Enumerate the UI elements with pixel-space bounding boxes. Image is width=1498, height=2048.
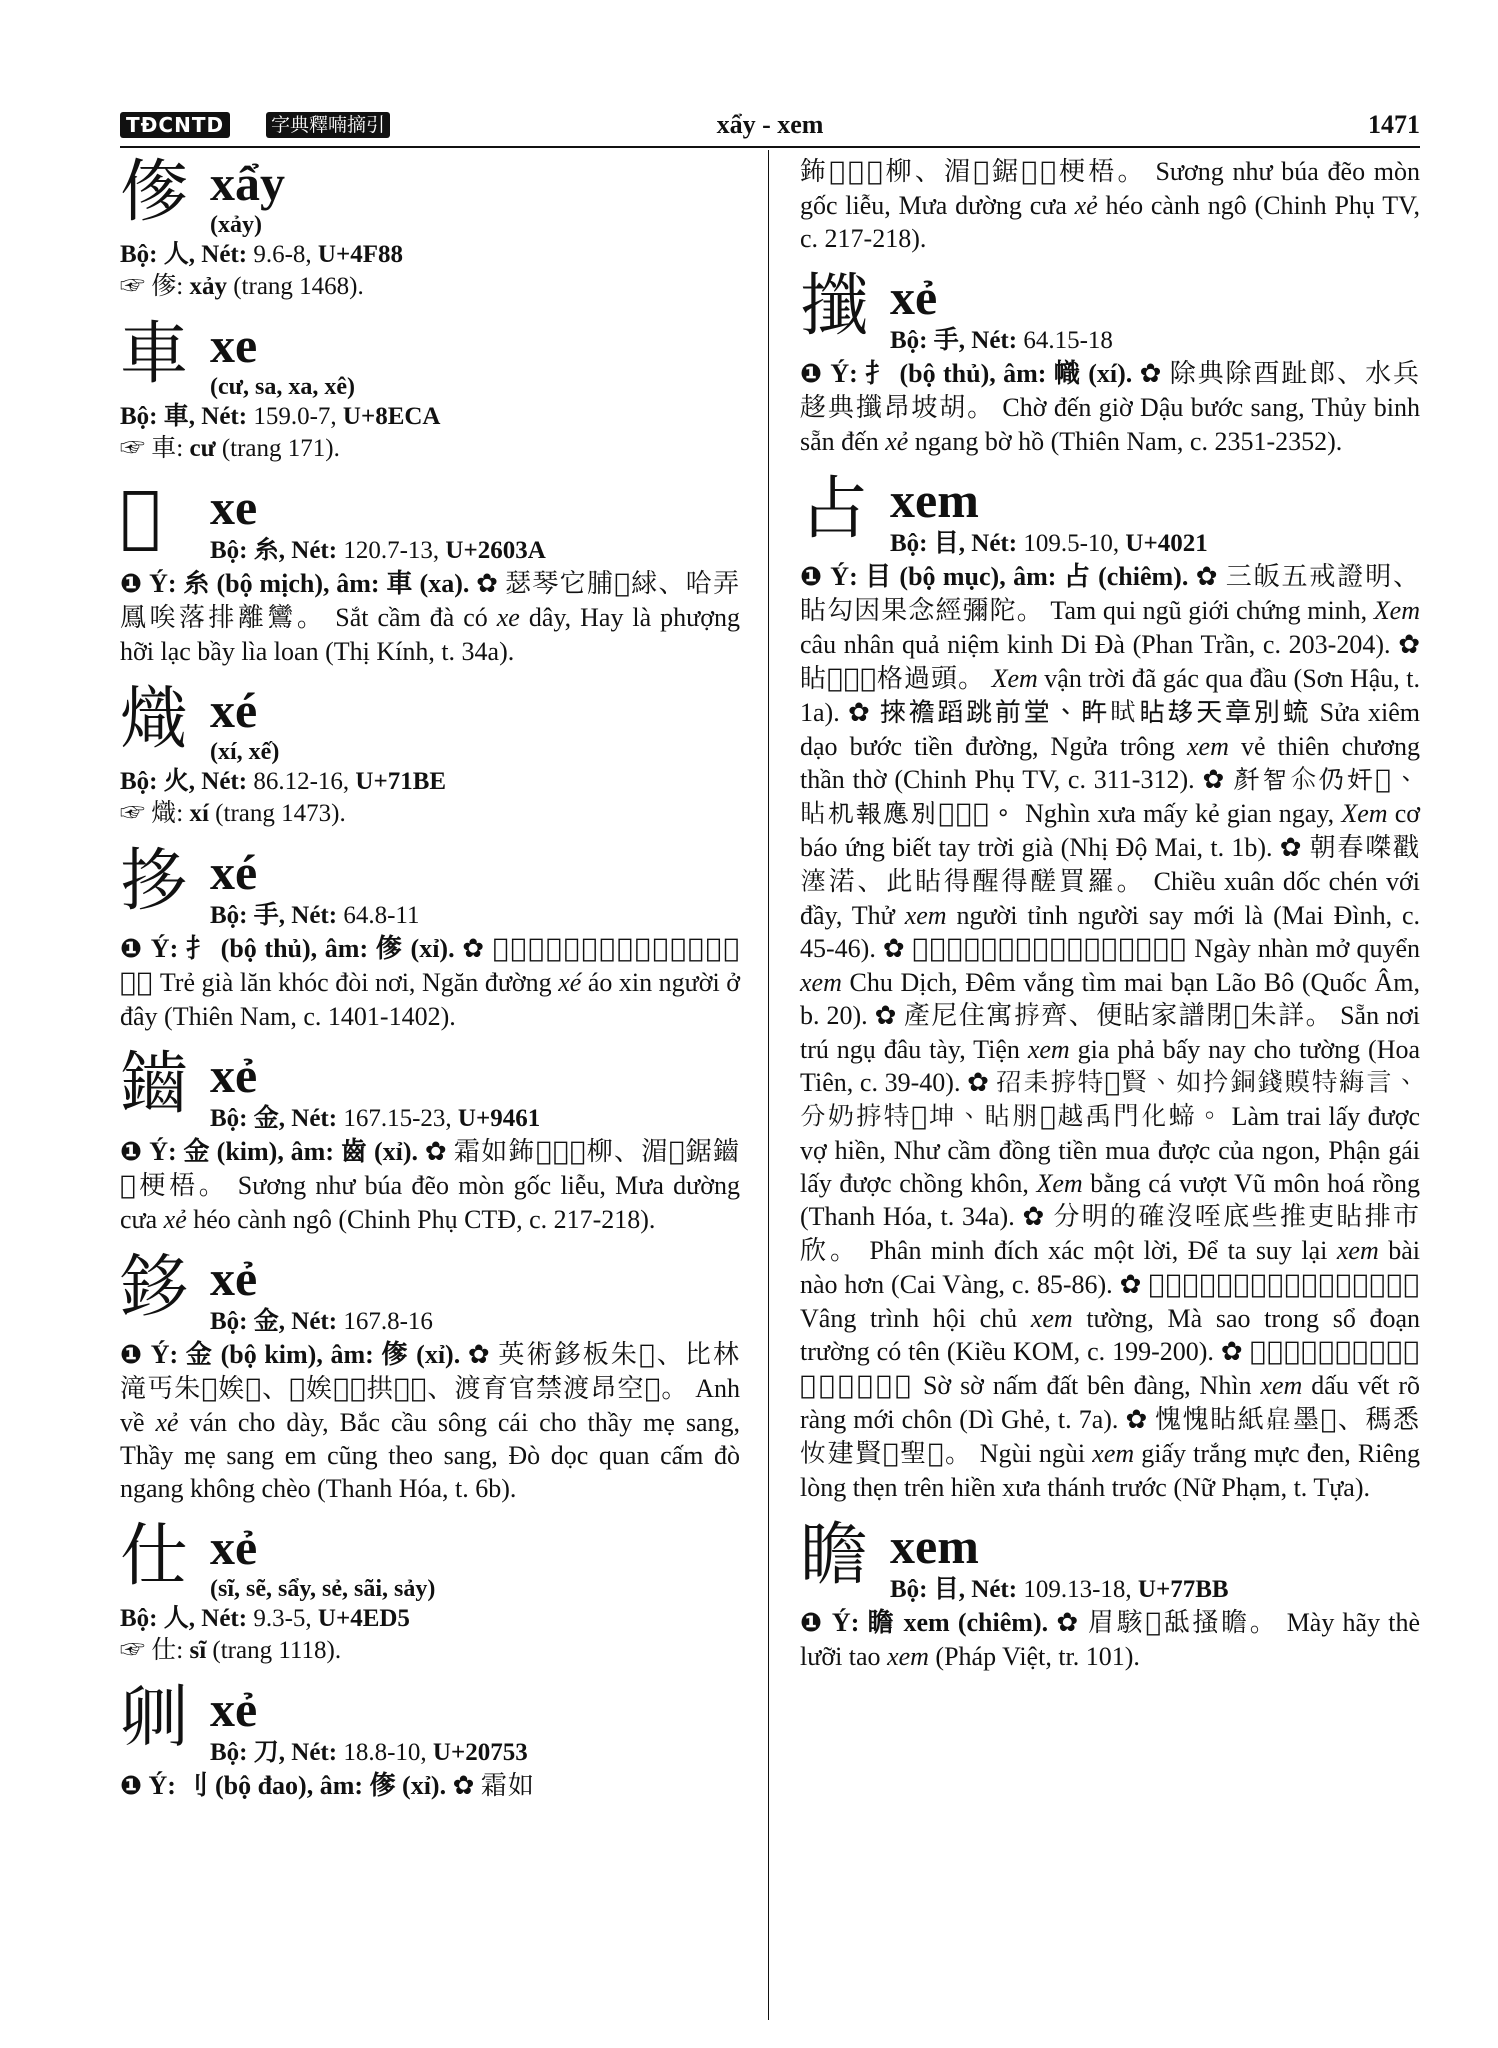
star-icon: ✿	[462, 934, 486, 964]
star-icon: ✿	[1056, 1608, 1080, 1638]
star-icon: ✿	[1398, 630, 1421, 660]
entry-info: Bộ: 目, Nét: 109.13-18, U+77BB	[890, 1576, 1229, 1603]
entry	[800, 1518, 1420, 1673]
entry-head	[120, 1250, 740, 1338]
entry	[120, 682, 740, 830]
entry-head	[120, 155, 740, 239]
entry	[120, 1519, 740, 1667]
sense-number-icon: ❶	[120, 1771, 143, 1801]
definition: ❶ Ý: 金 (kim), âm: 齒 (xỉ). ✿ 霜如鈽𠢞𤴬𣑶柳、湄𦝄鋸鑡𤷍梗梧。 Sương như búa đẽo mòn gốc liễu, Mưa dường cưa xẻ héo cành ngô (Chinh Phụ CTĐ, c. 217-218).	[120, 1137, 740, 1234]
headword: xé	[210, 844, 258, 900]
readings: (xảy)	[210, 212, 262, 238]
readings: (sĩ, sẽ, sẩy, sẻ, sãi, sảy)	[210, 1576, 436, 1602]
headword: xem	[890, 1518, 979, 1574]
star-icon: ✿	[1220, 1337, 1244, 1367]
column-divider	[768, 150, 769, 2020]
hand-icon: ☞	[120, 1637, 146, 1664]
running-title: xẩy - xem	[716, 110, 824, 139]
definition: ❶ Ý: 扌 (bộ thủ), âm: 幟 (xí). ✿ 除典除酉趾郎、水兵趍典攕昂坡胡。 Chờ đến giờ Dậu bước sang, Thủy binh sẵn đến xẻ ngang bờ hồ (Thiên Nam, c. 2351-2352).	[800, 359, 1420, 456]
definition: ❶ Ý: 瞻 xem (chiêm). ✿ 眉駭𠰷䑛搔瞻。 Mày hãy thè lưỡi tao xem (Pháp Việt, tr. 101).	[800, 1608, 1421, 1671]
star-icon: ✿	[847, 698, 872, 728]
entry-hanzi: 車	[120, 315, 189, 394]
sense-number-icon: ❶	[120, 1137, 143, 1167]
entry-head	[120, 844, 740, 932]
sense-number-icon: ❶	[120, 934, 144, 964]
entry	[800, 472, 1420, 1504]
entry-head	[800, 1518, 1420, 1606]
definition: 鈽𠢞𤴬𣑶柳、湄𦝄鋸𠛓𤷍梗梧。 Sương như búa đẽo mòn gốc liễu, Mưa dường cưa xẻ héo cành ngô (Chinh Phụ TV, c. 217-218).	[800, 157, 1421, 253]
entry-hanzi: 仕	[120, 1517, 189, 1596]
star-icon: ✿	[1119, 1270, 1142, 1300]
entry-hanzi: 熾	[120, 680, 189, 759]
hand-icon: ☞	[120, 435, 146, 462]
sense-number-icon: ❶	[120, 569, 143, 599]
star-icon: ✿	[1022, 1202, 1046, 1232]
star-icon: ✿	[467, 1340, 491, 1370]
right-column	[800, 155, 1420, 1687]
entry-hanzi: 𦀺	[120, 477, 161, 556]
definition: ❶ Ý: 扌 (bộ thủ), âm: 偧 (xỉ). ✿ 𥘷𦁿鄰哭隊尼、垠塘拸襖嗔𠶆於低。 Trẻ già lăn khóc đòi nơi, Ngăn đường xé áo xin người ở đây (Thiên Nam, c. 1401-1402).	[120, 934, 741, 1031]
entry-hanzi: 鉹	[120, 1248, 189, 1327]
entry-info: Bộ: 金, Nét: 167.8-16	[210, 1308, 433, 1335]
page-header	[120, 108, 1420, 148]
headword: xẻ	[210, 1250, 258, 1306]
entry-hanzi: 占	[800, 470, 869, 549]
entry-head	[120, 1681, 740, 1769]
entry	[120, 317, 740, 465]
entry-hanzi: 攕	[800, 267, 869, 346]
entry	[120, 1681, 740, 1803]
entry-info: Bộ: 金, Nét: 167.15-23, U+9461	[210, 1105, 541, 1132]
definition: ❶ Ý: 目 (bộ mục), âm: 占 (chiêm). ✿ 三皈五戒證明、䀡勾因果念經彌陀。 Tam qui ngũ giới chứng minh, Xem câu nhân quả niệm kinh Di Đà (Phan Trần, c. 203-204). ✿ 䀡𨕭𡗶𠀧格過頭。 Xem vận trời đã gác qua đầu (Sơn Hậu, t. 1a). ✿ 𢯦襜蹈跳前堂、𥄭𥅞䀡𠫾天章別䖻 Sửa xiêm dạo bước tiền đường, Ngửa trông xem vẻ thiên chương thần thờ (Chinh Phụ TV, c. 311-312). ✿ 𠦳智𠇍仍奸𣦍、䀡机報應別𢬣𡗶𦓅。 Nghìn xưa mấy kẻ gian ngay, Xem cơ báo ứng biết tay trời già (Nhị Độ Mai, t. 1b). ✿ 朝春𠹳戳𤀕渃、此䀡得醒得醝買羅。 Chiều xuân dốc chén với đầy, Thử xem người tỉnh người say mới là (Mai Đình, c. 45-46). ✿ 𣇞閑𢲫卷䀡周易、店永尋梅伴老逋。 Ngày nhàn mở quyển xem Chu Dịch, Đêm vắng tìm mai bạn Lão Bô (Quốc Âm, b. 20). ✿ 產尼住寓𢭸齊、便䀡家譜閉𣅶朱詳。 Sẵn nơi trú ngụ đâu tày, Tiện xem gia phả bấy nay cho tường (Hoa Tiên, c. 39-40). ✿ 𡥙耒𢭸特𡞕賢、如扲銅錢𧷸特䋦言、分奶𢭸特𡛔坤、䀡朋𠀧越禹門化𧍝。 Làm trai lấy được vợ hiền, Như cầm đồng tiền mua được của ngon, Phận gái lấy được chồng khôn, Xem bằng cá vượt Vũ môn hoá rồng (Thanh Hóa, t. 34a). ✿ 分明的確沒咥底些推吏䀡排市欣。 Phân minh đích xác một lời, Để ta suy lại xem bài nào hơn (Cai Vàng, c. 85-86). ✿ 𠯇呈會主䀡詳、麻牢納数斷腸固𠸜。 Vâng trình hội chủ xem tường, Mà sao trong sổ đoạn trường có tên (Kiều KOM, c. 199-200). ✿ 𢬗𢬗𡍢坦边唐、䁛䀡𨁪曰𤎔𤒘買𡌿。 Sờ sờ nấm đất bên đàng, Nhìn xem dấu vết rõ ràng mới chôn (Dì Ghẻ, t. 7a). ✿ 愧愧䀡紙𤽸墨𪓇、𥡗悉𢖵建賢𨉟聖𠜮。 Ngùi ngùi xem giấy trắng mực đen, Riêng lòng thẹn trên hiền xưa thánh trước (Nữ Phạm, t. Tựa).	[800, 562, 1421, 1502]
readings: (xí, xế)	[210, 739, 280, 765]
entry-head	[120, 1047, 740, 1135]
star-icon: ✿	[1139, 359, 1163, 389]
sense-number-icon: ❶	[120, 1340, 144, 1370]
entry-hanzi: 瞻	[800, 1516, 869, 1595]
entry-head	[800, 472, 1420, 560]
entry-hanzi: 𠛓	[120, 1679, 189, 1758]
left-column	[120, 155, 740, 1817]
entry-head	[120, 317, 740, 401]
readings: (cư, sa, xa, xê)	[210, 374, 356, 400]
star-icon: ✿	[874, 1001, 897, 1031]
star-icon: ✿	[424, 1137, 448, 1167]
headword: xe	[210, 317, 258, 373]
headword: xem	[890, 472, 979, 528]
entry	[120, 844, 740, 1033]
sense-number-icon: ❶	[800, 562, 823, 592]
entry	[120, 1250, 740, 1505]
continued-definition	[800, 155, 1420, 255]
definition: ❶ Ý: 糸 (bộ mịch), âm: 車 (xa). ✿ 瑟琴它脯𦀺絿、哈弄鳳唉落排離鸞。 Sắt cầm đà có xe dây, Hay là phượng hỡi lạc bầy lìa loan (Thị Kính, t. 34a).	[120, 569, 741, 666]
headword: xẻ	[890, 269, 938, 325]
entry-head	[120, 682, 740, 766]
headword: xẻ	[210, 1681, 258, 1737]
entry	[800, 269, 1420, 458]
sense-number-icon: ❶	[800, 359, 823, 389]
star-icon: ✿	[1202, 765, 1226, 795]
star-icon: ✿	[882, 934, 906, 964]
headword: xẩy	[210, 155, 285, 211]
page-number: 1471	[1368, 110, 1420, 139]
entry	[120, 479, 740, 668]
entry-info: Bộ: 手, Nét: 64.8-11	[210, 902, 420, 929]
sense-number-icon: ❶	[800, 1608, 824, 1638]
headword: xe	[210, 479, 258, 535]
entry-info: Bộ: 目, Nét: 109.5-10, U+4021	[890, 530, 1208, 557]
entry-info: Bộ: 車, Nét: 159.0-7, U+8ECA	[120, 403, 441, 430]
entry-info: Bộ: 手, Nét: 64.15-18	[890, 327, 1113, 354]
entry-head	[800, 269, 1420, 357]
star-icon: ✿	[452, 1771, 475, 1801]
definition: ❶ Ý: 刂 (bộ đao), âm: 偧 (xỉ). ✿ 霜如	[120, 1771, 535, 1801]
logo-badge: TĐCNTD	[120, 112, 230, 138]
cross-reference: ☞ 熾: xí (trang 1473).	[120, 800, 346, 827]
hand-icon: ☞	[120, 273, 146, 300]
logo-han-badge: 字典釋喃摘引	[266, 112, 390, 138]
headword: xé	[210, 682, 258, 738]
star-icon: ✿	[1195, 562, 1219, 592]
definition: ❶ Ý: 金 (bộ kim), âm: 偧 (xỉ). ✿ 英術鉹板朱𦝄、比林滝丐朱𣘃娭𨖲、𣘃娭𨖲𡛔拱𨀈𨖲、渡育官禁渡昂空𢭗。 Anh về xẻ ván cho dày, Bắc cầu sông cái cho thầy mẹ sang, Thầy mẹ sang em cũng theo sang, Đò dọc quan cấm đò ngang không chèo (Thanh Hóa, t. 6b).	[120, 1340, 741, 1503]
entry-info: Bộ: 刀, Nét: 18.8-10, U+20753	[210, 1739, 528, 1766]
header-rule	[120, 146, 1420, 148]
star-icon: ✿	[1125, 1405, 1148, 1435]
entry-hanzi: 拸	[120, 842, 189, 921]
cross-reference: ☞ 仕: sĩ (trang 1118).	[120, 1637, 342, 1664]
entry	[120, 1047, 740, 1236]
entry-info: Bộ: 人, Nét: 9.3-5, U+4ED5	[120, 1605, 410, 1632]
star-icon: ✿	[1279, 833, 1303, 863]
entry-head	[120, 1519, 740, 1603]
entry-info: Bộ: 火, Nét: 86.12-16, U+71BE	[120, 768, 447, 795]
entry-info: Bộ: 人, Nét: 9.6-8, U+4F88	[120, 241, 403, 268]
star-icon: ✿	[476, 569, 499, 599]
star-icon: ✿	[967, 1068, 990, 1098]
entry-head	[120, 479, 740, 567]
cross-reference: ☞ 偧: xảy (trang 1468).	[120, 273, 364, 300]
headword: xẻ	[210, 1519, 258, 1575]
entry-info: Bộ: 糸, Nét: 120.7-13, U+2603A	[210, 537, 546, 564]
entry-hanzi: 偧	[120, 153, 189, 232]
entry-hanzi: 鑡	[120, 1045, 189, 1124]
headword: xẻ	[210, 1047, 258, 1103]
hand-icon: ☞	[120, 800, 146, 827]
cross-reference: ☞ 車: cư (trang 171).	[120, 435, 340, 462]
entry	[120, 155, 740, 303]
